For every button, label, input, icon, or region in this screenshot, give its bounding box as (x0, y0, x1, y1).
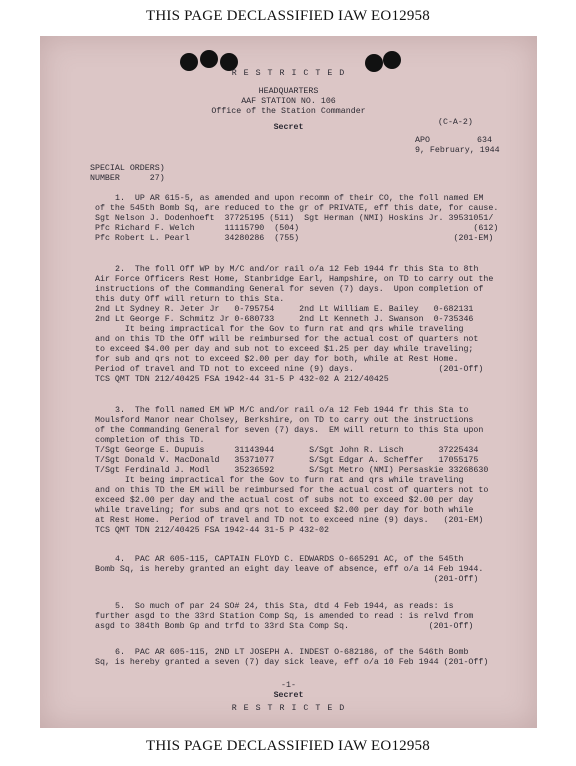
p2-line: TCS QMT TDN 212/40425 FSA 1942-44 31-5 P 432-02 A 212/40425 (95, 375, 389, 384)
p5-line: 5. So much of par 24 SO# 24, this Sta, dtd 4 Feb 1944, as reads: is (115, 602, 454, 611)
p2-line: 2. The foll Off WP by M/C and/or rail o/a 12 Feb 1944 fr this Sta to 8th (115, 265, 479, 274)
p2-line: 2nd Lt Sydney R. Jeter Jr 0-795754 2nd Lt William E. Bailey 0-682131 (95, 305, 474, 314)
punch-hole-icon (383, 51, 401, 69)
p1-line: Pfc Richard F. Welch 11115790 (504) (612) (95, 224, 499, 233)
order-date: 9, February, 1944 (415, 146, 500, 155)
p3-line: exceed $2.00 per day and the actual cost of subs not to exceed $2.00 per day (95, 496, 474, 505)
declassified-banner-top: THIS PAGE DECLASSIFIED IAW EO12958 (146, 8, 430, 24)
special-orders-number: NUMBER 27) (90, 174, 165, 183)
restricted-header: R E S T R I C T E D (231, 69, 346, 78)
file-code: (C-A-2) (438, 118, 473, 127)
p5-line: asgd to 384th Bomb Gp and trfd to 33rd Sta Comp Sq. (201-Off) (95, 622, 474, 631)
p1-line: Pfc Robert L. Pearl 34280286 (755) (201-EM) (95, 234, 494, 243)
p3-line: and on this TD the EM will be reimbursed for the actual cost of quarters not to (95, 486, 489, 495)
p6-line: Sq, is hereby granted a seven (7) day sick leave, eff o/a 10 Feb 1944 (201-Off) (95, 658, 489, 667)
p2-line: instructions of the Commanding General for seven (7) days. Upon completion of (95, 285, 484, 294)
p3-line: completion of this TD. (95, 436, 205, 445)
p3-line: at Rest Home. Period of travel and TD not to exceed nine (9) days. (201-EM) (95, 516, 484, 525)
p2-line: this duty Off will return to this Sta. (95, 295, 285, 304)
classification-secret-footer: Secret (273, 691, 304, 700)
p6-line: 6. PAC AR 605-115, 2ND LT JOSEPH A. INDEST O-682186, of the 546th Bomb (115, 648, 469, 657)
p3-line: 3. The foll named EM WP M/C and/or rail o/a 12 Feb 1944 fr this Sta to (115, 406, 469, 415)
p4-line: (201-Off) (95, 575, 479, 584)
page-number: -1- (281, 681, 296, 690)
apo-number: 634 (477, 136, 492, 145)
apo-label: APO (415, 136, 430, 145)
p1-line: 1. UP AR 615-5, as amended and upon recomm of their CO, the foll named EM (115, 194, 484, 203)
p3-line: Moulsford Manor near Cholsey, Berkshire, on TD to carry out the instructions (95, 416, 474, 425)
p2-line: Period of travel and TD not to exceed nine (9) days. (201-Off) (95, 365, 484, 374)
headquarters-heading: HEADQUARTERS (258, 87, 319, 96)
office-heading: Office of the Station Commander (211, 107, 366, 116)
special-orders-label: SPECIAL ORDERS) (90, 164, 165, 173)
p3-line: T/Sgt Donald V. MacDonald 35371077 S/Sgt Edgar A. Scheffer 17055175 (95, 456, 479, 465)
p3-line: T/Sgt George E. Dupuis 31143944 S/Sgt John R. Lisch 37225434 (95, 446, 479, 455)
p2-line: to exceed $4.00 per day and sub not to exceed $1.25 per day while traveling; (95, 345, 474, 354)
p5-line: further asgd to the 33rd Station Comp Sq, is amended to read : is relvd from (95, 612, 474, 621)
p2-line: Air Force Officers Rest Home, Stanbridge Earl, Hampshire, on TD to carry out the (95, 275, 494, 284)
p4-line: 4. PAC AR 605-115, CAPTAIN FLOYD C. EDWARDS O-665291 AC, of the 545th (115, 555, 464, 564)
declassified-banner-bottom: THIS PAGE DECLASSIFIED IAW EO12958 (146, 738, 430, 754)
punch-hole-icon (200, 50, 218, 68)
p1-line: of the 545th Bomb Sq, are reduced to the gr of PRIVATE, eff this date, for cause. (95, 204, 499, 213)
station-heading: AAF STATION NO. 106 (241, 97, 336, 106)
p1-line: Sgt Nelson J. Dodenhoeft 37725195 (511) Sgt Herman (NMI) Hoskins Jr. 39531051/ (95, 214, 494, 223)
p2-line: 2nd Lt George F. Schmitz Jr 0-680733 2nd Lt Kenneth J. Swanson 0-735346 (95, 315, 474, 324)
document-page (40, 36, 537, 728)
p2-line: It being impractical for the Gov to furn rat and qrs while traveling (95, 325, 464, 334)
p3-line: It being impractical for the Gov to furn rat and qrs while traveling (95, 476, 464, 485)
p3-line: while traveling; for subs and qrs not to exceed $2.00 per day for both while (95, 506, 474, 515)
p3-line: TCS QMT TDN 212/40425 FSA 1942-44 31-5 P 432-02 (95, 526, 330, 535)
p3-line: T/Sgt Ferdinald J. Modl 35236592 S/Sgt Metro (NMI) Persaskie 33268630 (95, 466, 489, 475)
restricted-footer: R E S T R I C T E D (231, 704, 346, 713)
p2-line: for sub and qrs not to exceed $2.00 per day for both, while at Rest Home. (95, 355, 459, 364)
p4-line: Bomb Sq, is hereby granted an eight day leave of absence, eff o/a 14 Feb 1944. (95, 565, 484, 574)
p3-line: of the Commanding General for seven (7) days. EM will return to this Sta upon (95, 426, 484, 435)
p2-line: and on this TD the Off will be reimbursed for the actual cost of quarters not (95, 335, 479, 344)
classification-secret: Secret (273, 123, 304, 132)
